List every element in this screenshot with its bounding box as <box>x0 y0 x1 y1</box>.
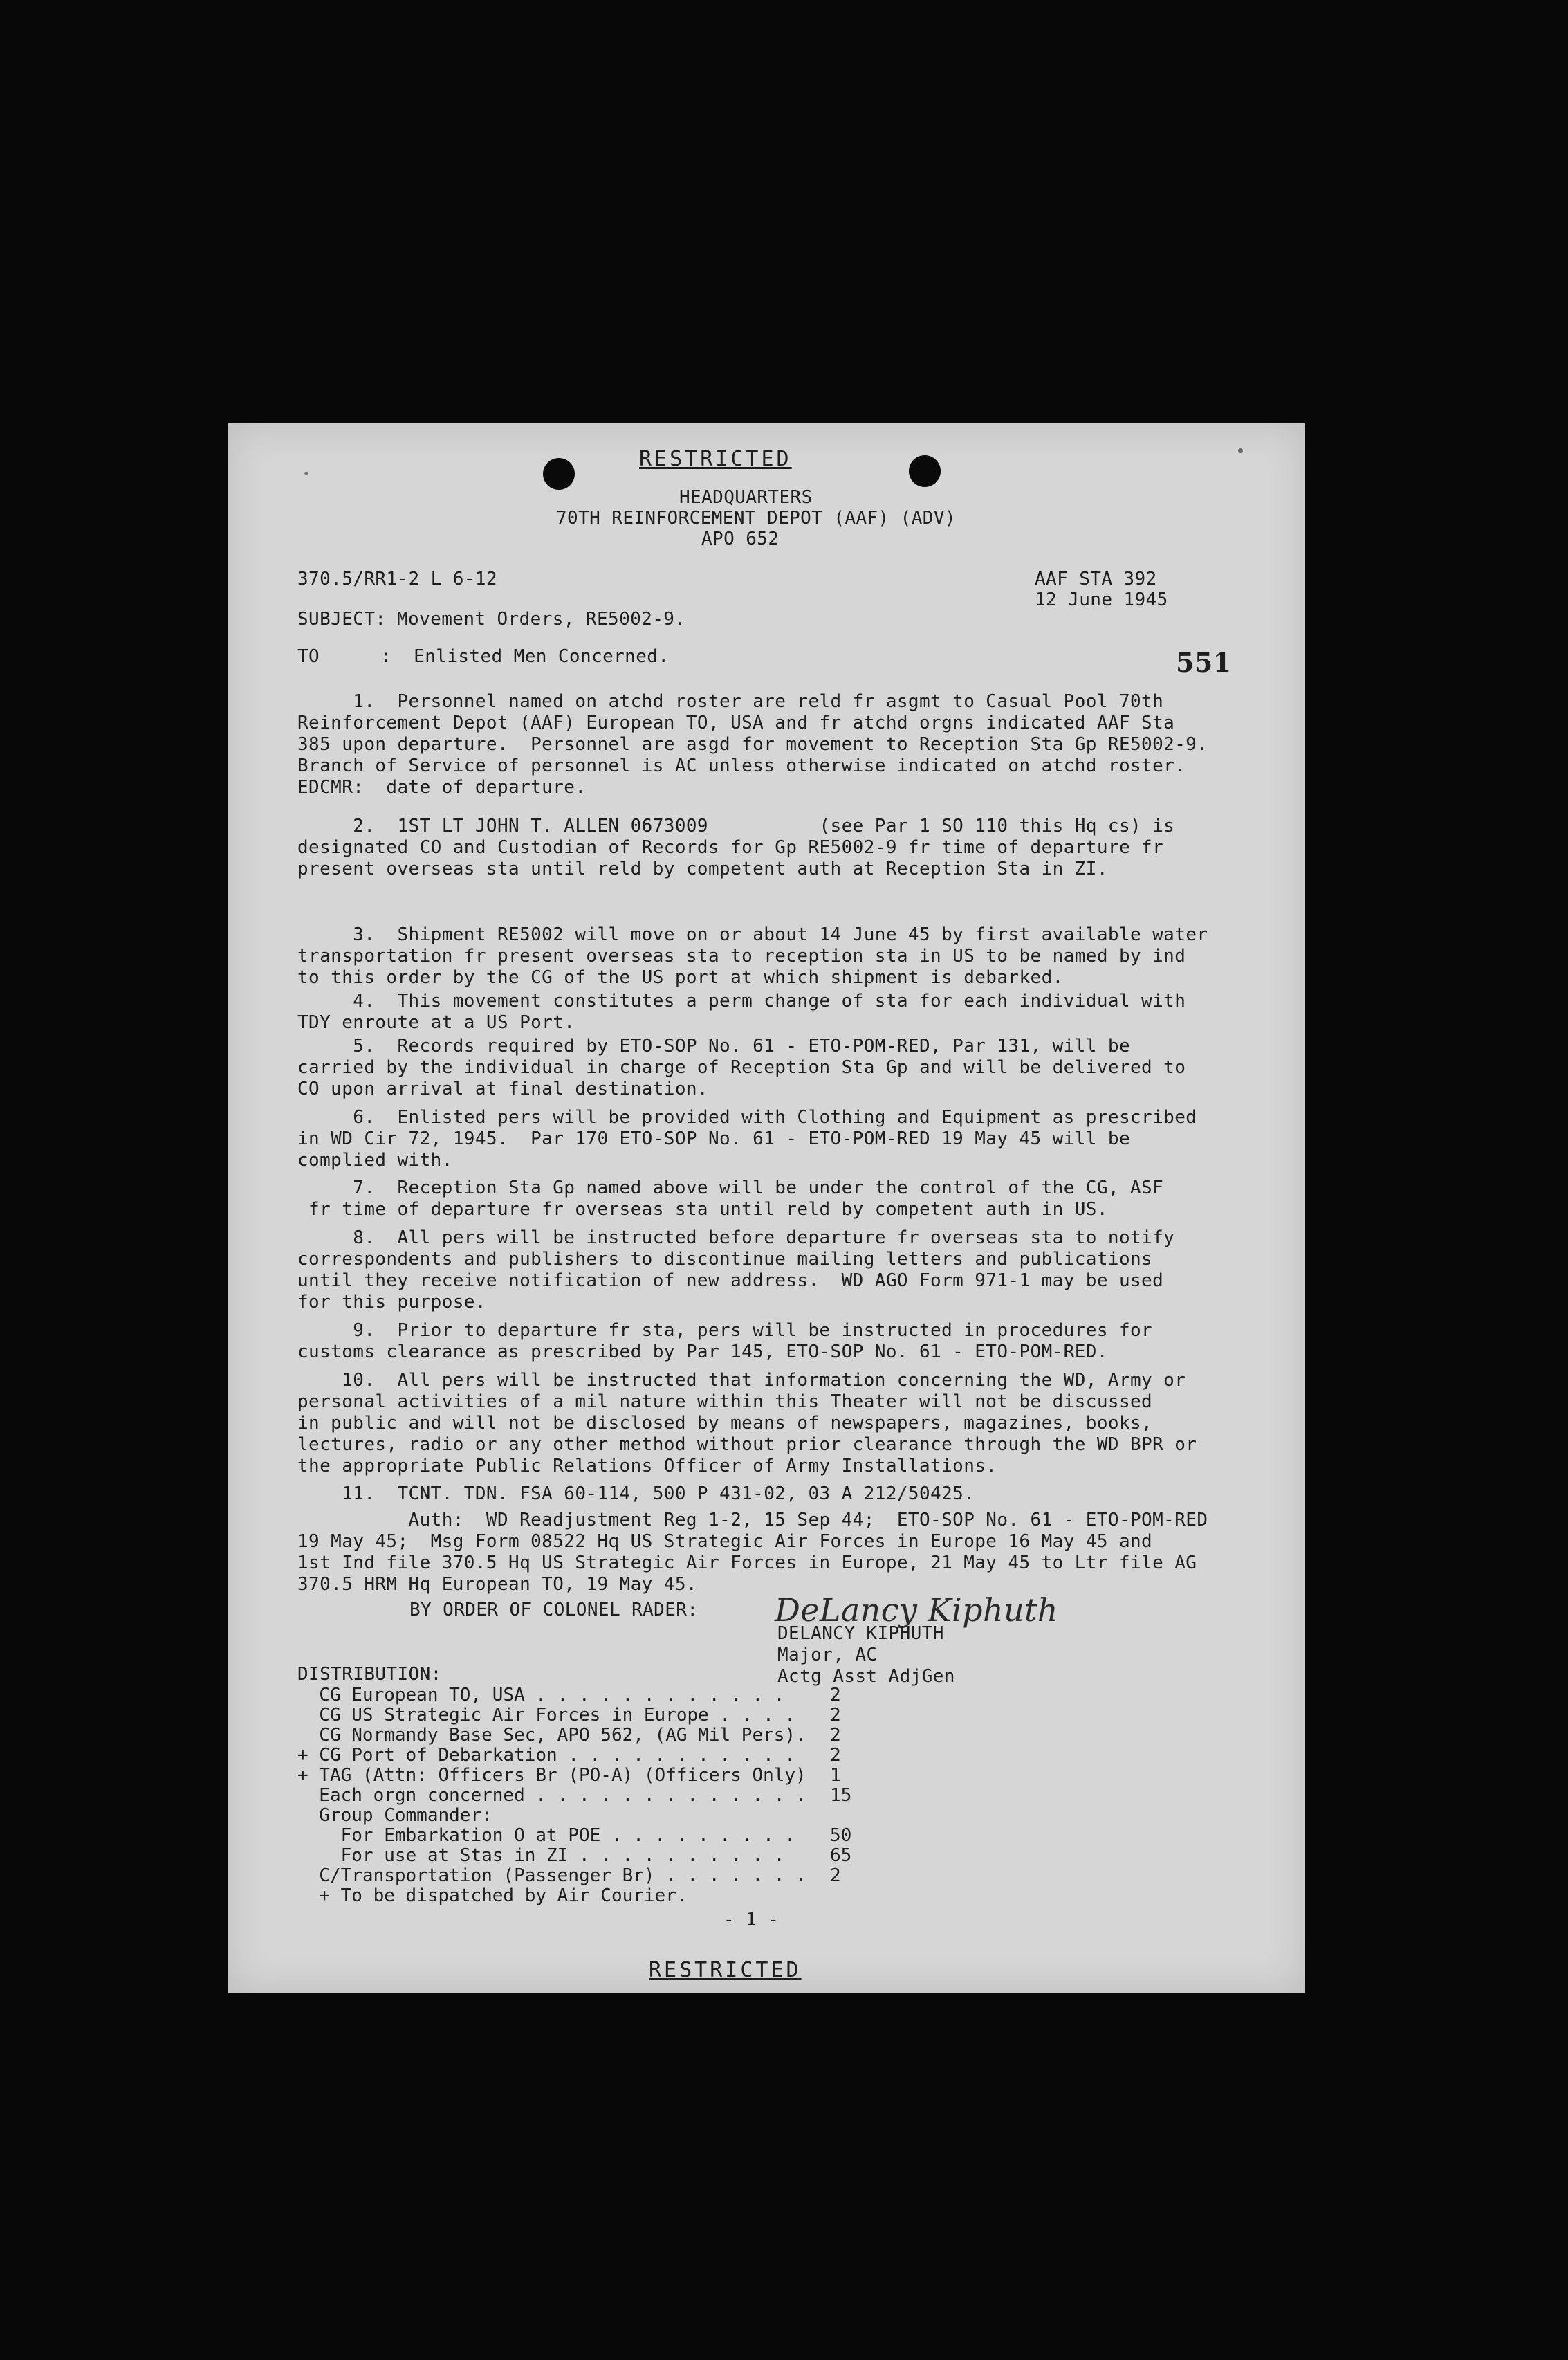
auth-line: 19 May 45; Msg Form 08522 Hq US Strategic Air Forces in Europe 16 May 45 and <box>297 1531 1153 1552</box>
para-3-line: to this order by the CG of the US port at which shipment is debarked. <box>297 967 1064 988</box>
distribution-recipient: + TAG (Attn: Officers Br (PO-A) (Officers Only) <box>297 1765 806 1786</box>
station: AAF STA 392 <box>1035 569 1157 589</box>
punch-hole-right <box>909 455 941 487</box>
distribution-row <box>297 1765 841 1786</box>
distribution-row <box>297 1725 841 1746</box>
distribution-recipient: Each orgn concerned . . . . . . . . . . . . . <box>297 1785 806 1806</box>
distribution-count: 2 <box>830 1705 841 1726</box>
distribution-row <box>297 1805 492 1827</box>
distribution-row <box>297 1745 841 1766</box>
para-5-line: carried by the individual in charge of Reception Sta Gp and will be delivered to <box>297 1057 1186 1078</box>
by-order-line: BY ORDER OF COLONEL RADER: <box>409 1600 699 1620</box>
para-1-line: Branch of Service of personnel is AC unless otherwise indicated on atchd roster. <box>297 756 1186 776</box>
para-7-line: 7. Reception Sta Gp named above will be under the control of the CG, ASF <box>297 1178 1164 1198</box>
distribution-row <box>297 1685 841 1706</box>
distribution-row <box>297 1785 852 1806</box>
document-page <box>228 423 1305 1993</box>
para-1-line: EDCMR: date of departure. <box>297 777 587 798</box>
para-1-line: 1. Personnel named on atchd roster are reld fr asgmt to Casual Pool 70th <box>297 691 1164 712</box>
distribution-list <box>297 1685 920 1934</box>
para-10-line: the appropriate Public Relations Officer of Army Installations. <box>297 1456 997 1476</box>
para-7-line: fr time of departure fr overseas sta until reld by competent auth in US. <box>297 1199 1108 1220</box>
distribution-count: 15 <box>830 1785 852 1806</box>
auth-line: 1st Ind file 370.5 Hq US Strategic Air Forces in Europe, 21 May 45 to Ltr file AG <box>297 1553 1197 1573</box>
para-4-line: TDY enroute at a US Port. <box>297 1012 575 1033</box>
distribution-row <box>297 1705 841 1726</box>
distribution-recipient: For use at Stas in ZI . . . . . . . . . . <box>297 1845 785 1866</box>
para-10-line: personal activities of a mil nature within this Theater will not be discussed <box>297 1391 1153 1412</box>
order-date: 12 June 1945 <box>1035 589 1168 610</box>
distribution-row <box>297 1845 852 1867</box>
para-1-line: Reinforcement Depot (AAF) European TO, USA and fr atchd orgns indicated AAF Sta <box>297 713 1175 733</box>
distribution-title: DISTRIBUTION: <box>297 1664 442 1685</box>
distribution-count: 2 <box>830 1685 841 1705</box>
para-6-line: 6. Enlisted pers will be provided with Clothing and Equipment as prescribed <box>297 1107 1197 1128</box>
org-line-2: 70TH REINFORCEMENT DEPOT (AAF) (ADV) <box>556 508 956 529</box>
distribution-count: 50 <box>830 1825 852 1846</box>
para-3-line: transportation fr present overseas sta to reception sta in US to be named by ind <box>297 946 1186 967</box>
signer-name: DELANCY KIPHUTH <box>777 1623 944 1644</box>
distribution-count: 65 <box>830 1845 852 1866</box>
distribution-count: 2 <box>830 1865 841 1886</box>
punch-hole-left <box>543 458 575 490</box>
para-11-line: 11. TCNT. TDN. FSA 60-114, 500 P 431-02, 03 A 212/50425. <box>297 1483 975 1504</box>
signer-title: Actg Asst AdjGen <box>777 1666 955 1687</box>
distribution-count: 2 <box>830 1725 841 1746</box>
para-10-line: 10. All pers will be instructed that information concerning the WD, Army or <box>297 1370 1186 1391</box>
scan-speck <box>1238 448 1243 453</box>
para-2-line: designated CO and Custodian of Records for Gp RE5002-9 fr time of departure fr <box>297 837 1164 858</box>
document-number: 551 <box>1176 647 1232 678</box>
subject: Movement Orders, RE5002-9. <box>397 609 686 630</box>
distribution-recipient: + CG Port of Debarkation . . . . . . . . . . . <box>297 1745 796 1766</box>
org-line-3: APO 652 <box>701 529 780 549</box>
classification-bottom: RESTRICTED <box>649 1958 802 1982</box>
distribution-row <box>297 1885 688 1907</box>
para-4-line: 4. This movement constitutes a perm change of sta for each individual with <box>297 991 1186 1012</box>
para-2-line: 2. 1ST LT JOHN T. ALLEN 0673009 (see Par 1 SO 110 this Hq cs) is <box>297 816 1175 836</box>
distribution-count: 1 <box>830 1765 841 1786</box>
org-line-1: HEADQUARTERS <box>679 487 813 508</box>
distribution-recipient: CG Normandy Base Sec, APO 562, (AG Mil Pers). <box>297 1725 806 1746</box>
para-8-line: 8. All pers will be instructed before departure fr overseas sta to notify <box>297 1227 1175 1248</box>
scan-speck <box>304 472 308 475</box>
para-6-line: in WD Cir 72, 1945. Par 170 ETO-SOP No. 61 - ETO-POM-RED 19 May 45 will be <box>297 1128 1130 1149</box>
para-8-line: for this purpose. <box>297 1292 486 1312</box>
signer-rank: Major, AC <box>777 1645 878 1665</box>
para-10-line: in public and will not be disclosed by means of newspapers, magazines, books, <box>297 1413 1153 1434</box>
distribution-row <box>297 1825 852 1847</box>
para-10-line: lectures, radio or any other method without prior clearance through the WD BPR or <box>297 1434 1197 1455</box>
auth-line: Auth: WD Readjustment Reg 1-2, 15 Sep 44; ETO-SOP No. 61 - ETO-POM-RED <box>297 1510 1208 1530</box>
distribution-recipient: CG European TO, USA . . . . . . . . . . . . <box>297 1685 785 1705</box>
distribution-recipient: CG US Strategic Air Forces in Europe . . . . <box>297 1705 796 1726</box>
para-9-line: customs clearance as prescribed by Par 145, ETO-SOP No. 61 - ETO-POM-RED. <box>297 1342 1108 1362</box>
para-5-line: CO upon arrival at final destination. <box>297 1079 708 1099</box>
signature: DeLancy Kiphuth <box>775 1591 1058 1629</box>
distribution-recipient: Group Commander: <box>297 1805 492 1826</box>
page-number: - 1 - <box>723 1910 780 1930</box>
para-6-line: complied with. <box>297 1150 453 1171</box>
to-label: TO <box>297 646 320 667</box>
subject-label: SUBJECT: <box>297 609 387 630</box>
file-reference: 370.5/RR1-2 L 6-12 <box>297 569 497 589</box>
distribution-recipient: For Embarkation O at POE . . . . . . . . . <box>297 1825 796 1846</box>
classification-top: RESTRICTED <box>639 447 792 471</box>
auth-line: 370.5 HRM Hq European TO, 19 May 45. <box>297 1574 697 1595</box>
para-8-line: until they receive notification of new address. WD AGO Form 971-1 may be used <box>297 1270 1164 1291</box>
para-5-line: 5. Records required by ETO-SOP No. 61 - ETO-POM-RED, Par 131, will be <box>297 1036 1130 1056</box>
para-3-line: 3. Shipment RE5002 will move on or about 14 June 45 by first available water <box>297 924 1208 945</box>
distribution-recipient: C/Transportation (Passenger Br) . . . . . . . <box>297 1865 806 1886</box>
to-recipient: : Enlisted Men Concerned. <box>380 646 670 667</box>
para-9-line: 9. Prior to departure fr sta, pers will be instructed in procedures for <box>297 1320 1153 1341</box>
distribution-count: 2 <box>830 1745 841 1766</box>
para-8-line: correspondents and publishers to discontinue mailing letters and publications <box>297 1249 1153 1270</box>
distribution-recipient: + To be dispatched by Air Courier. <box>297 1885 688 1906</box>
para-2-line: present overseas sta until reld by competent auth at Reception Sta in ZI. <box>297 859 1108 879</box>
para-1-line: 385 upon departure. Personnel are asgd for movement to Reception Sta Gp RE5002-9. <box>297 734 1208 755</box>
distribution-row <box>297 1865 841 1887</box>
